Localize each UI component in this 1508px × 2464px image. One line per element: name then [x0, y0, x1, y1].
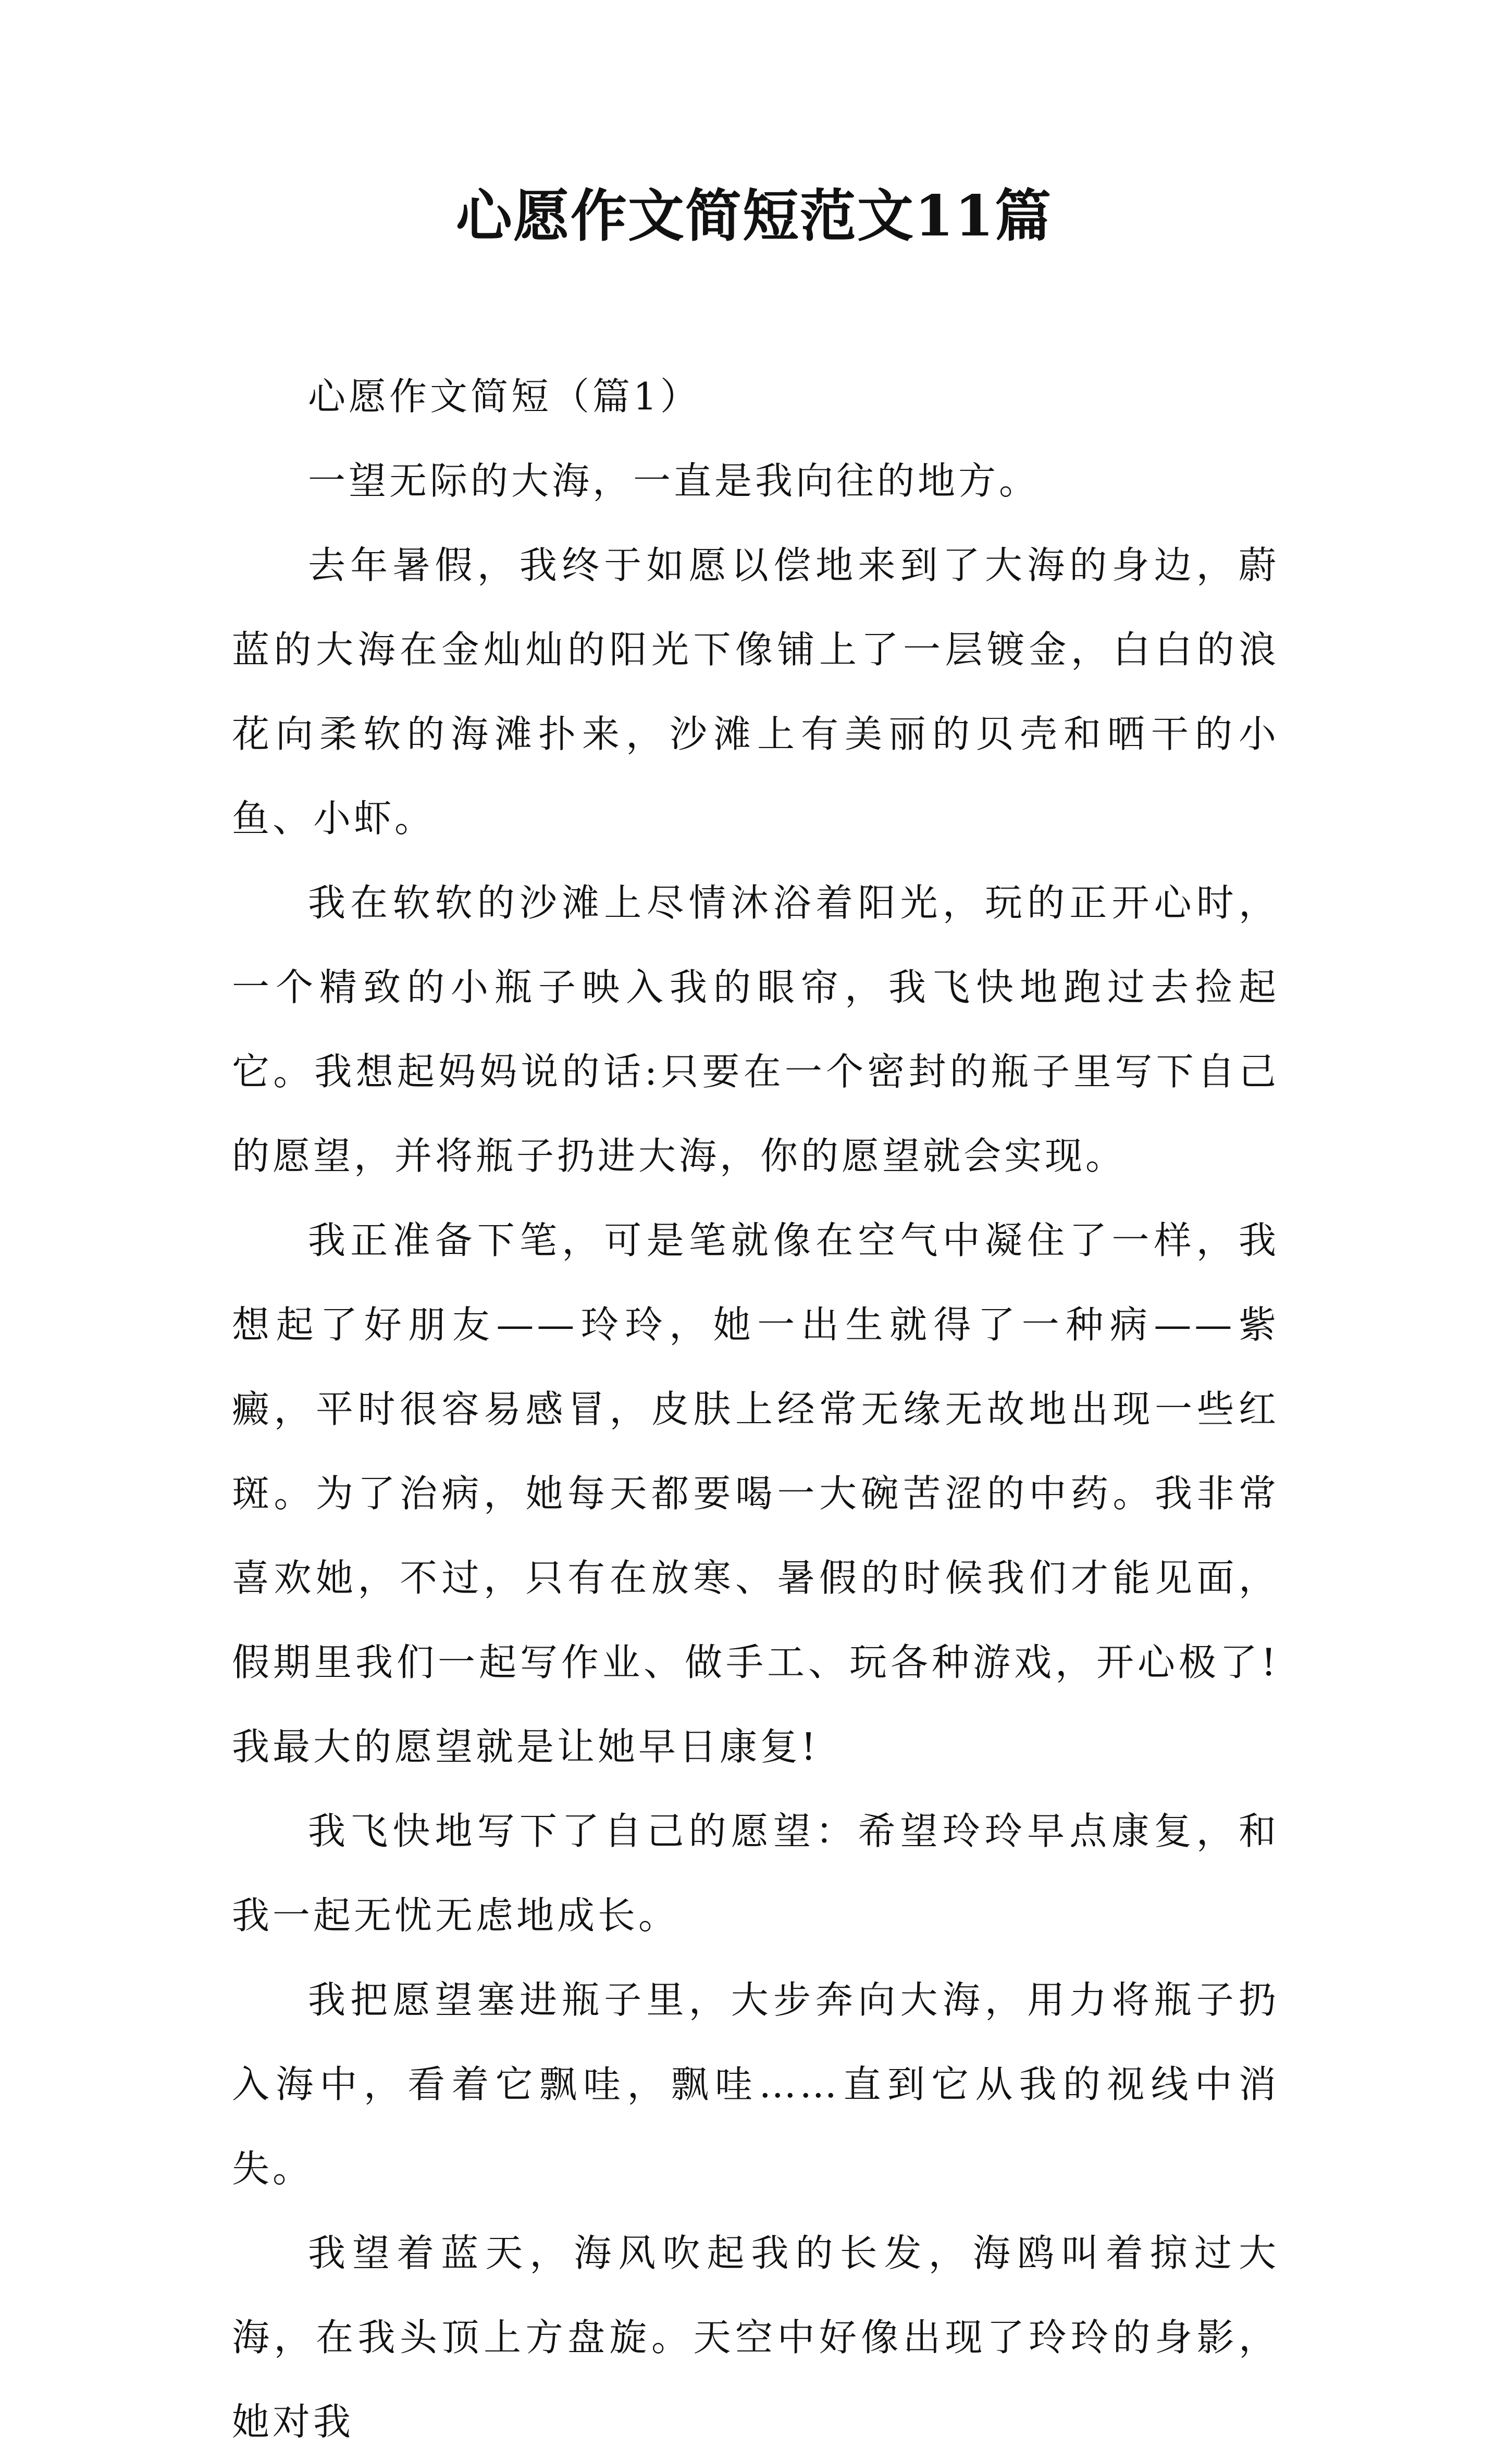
document-body — [232, 354, 1279, 2464]
document-title: 心愿作文简短范文11篇 — [455, 183, 1053, 249]
paragraph: 我在软软的沙滩上尽情沐浴着阳光，玩的正开心时，一个精致的小瓶子映入我的眼帘，我飞快地跑过去捡起它。我想起妈妈说的话:只要在一个密封的瓶子里写下自己的愿望，并将瓶子扔进大海，你的愿望就会实现。 — [232, 881, 1279, 1178]
paragraph: 我正准备下笔，可是笔就像在空气中凝住了一样，我想起了好朋友——玲玲，她一出生就得了一种病——紫癜，平时很容易感冒，皮肤上经常无缘无故地出现一些红斑。为了治病，她每天都要喝一大碗苦涩的中药。我非常喜欢她，不过，只有在放寒、暑假的时候我们才能见面，假期里我们一起写作业、做手工、玩各种游戏，开心极了!我最大的愿望就是让她早日康复! — [232, 1218, 1279, 1769]
paragraph: 一望无际的大海，一直是我向往的地方。 — [308, 459, 1040, 503]
section-heading: 心愿作文简短（篇1） — [308, 375, 701, 418]
paragraph: 我飞快地写下了自己的愿望：希望玲玲早点康复，和我一起无忧无虑地成长。 — [232, 1809, 1279, 1937]
paragraph: 去年暑假，我终于如愿以偿地来到了大海的身边，蔚蓝的大海在金灿灿的阳光下像铺上了一层镀金，白白的浪花向柔软的海滩扑来，沙滩上有美丽的贝壳和晒干的小鱼、小虾。 — [232, 543, 1279, 840]
paragraph: 我望着蓝天，海风吹起我的长发，海鸥叫着掠过大海，在我头顶上方盘旋。天空中好像出现了玲玲的身影，她对我 — [232, 2231, 1279, 2444]
paragraph: 我把愿望塞进瓶子里，大步奔向大海，用力将瓶子扔入海中，看着它飘哇，飘哇……直到它从我的视线中消失。 — [232, 1978, 1279, 2191]
